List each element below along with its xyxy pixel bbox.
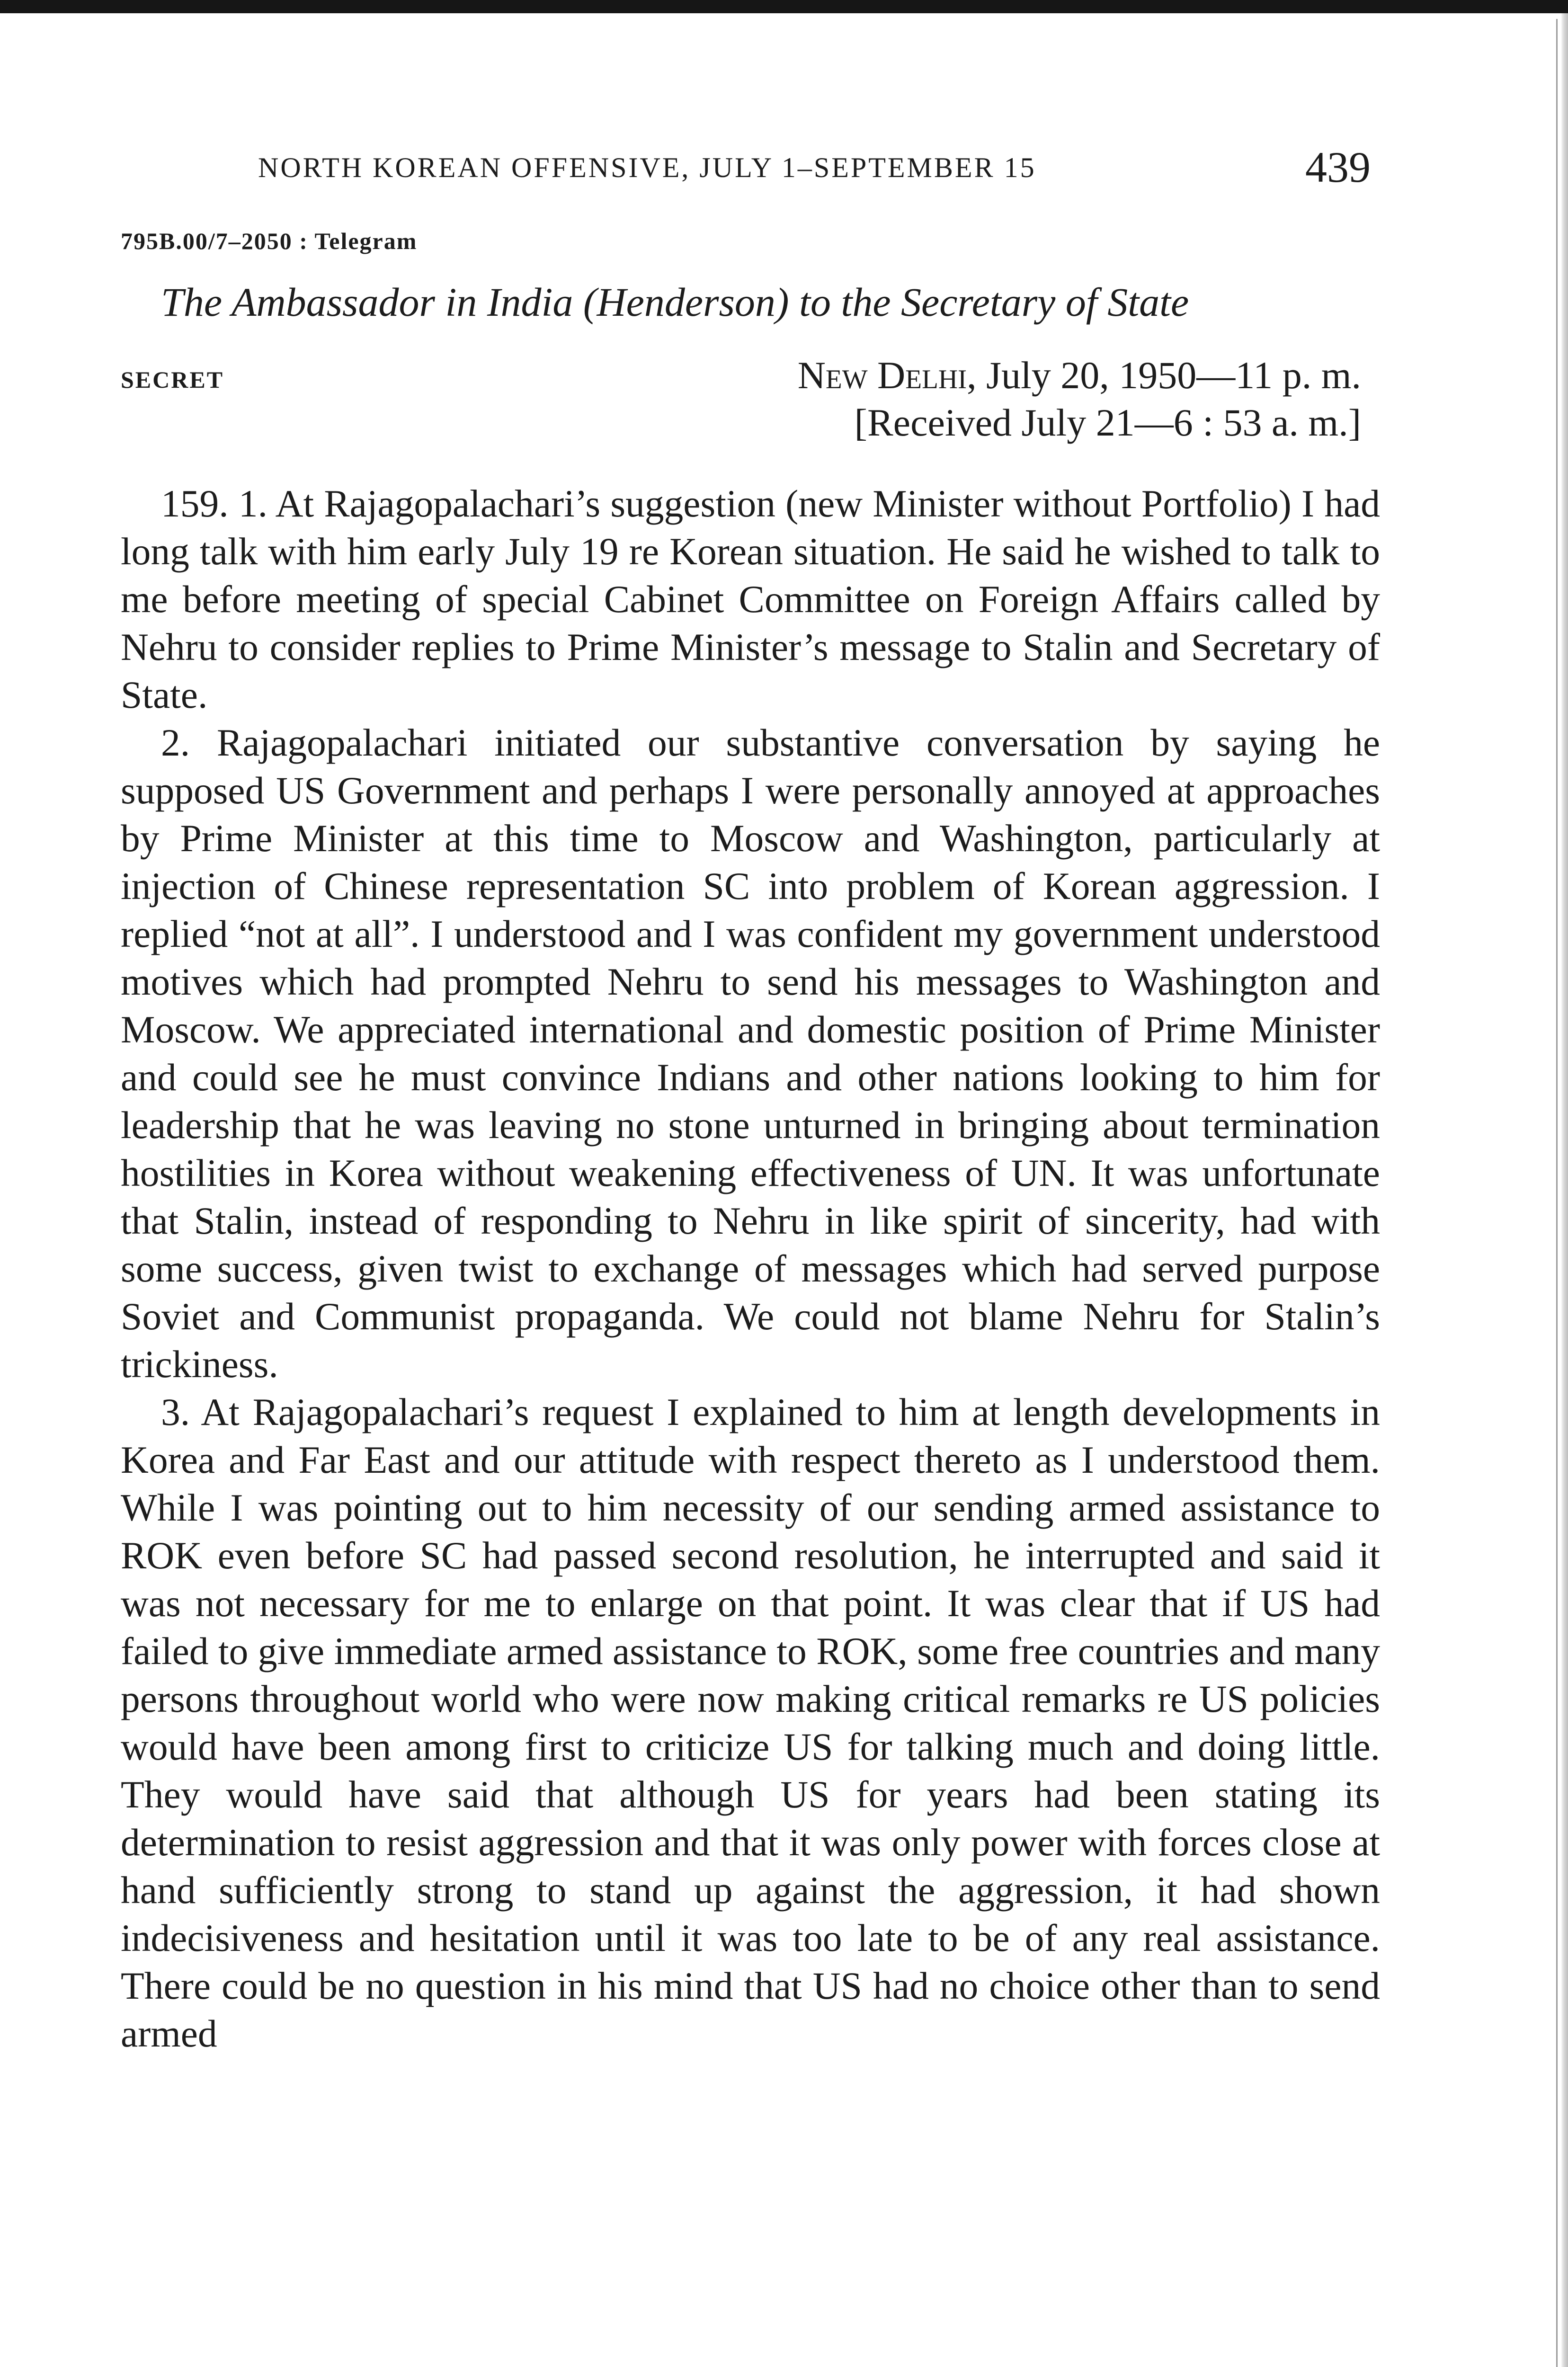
running-head (121, 142, 1380, 194)
classification-label: SECRET (121, 366, 224, 393)
received-line: [Received July 21—6 : 53 a. m.] (854, 401, 1361, 444)
paragraph-2: 2. Rajagopalachari initiated our substantive conversation by saying he supposed US Government and perhaps I were personally annoyed at approaches by Prime Minister at this time to Moscow and Washington, particularly at injection of Chinese representation SC into problem of Korean aggression. I replied “not at all”. I understood and I was confident my government understood motives which had prompted Nehru to send his messages to Washington and Moscow. We appreciated international and domestic position of Prime Minister and could see he must convince Indians and other nations looking to him for leadership that he was leaving no stone unturned in bringing about termination hostilities in Korea without weakening effectiveness of UN. It was unfortunate that Stalin, instead of responding to Nehru in like spirit of sincerity, had with some success, given twist to exchange of messages which had served purpose Soviet and Communist propaganda. We could not blame Nehru for Stalin’s trickiness. (121, 721, 1380, 1386)
dateline (798, 352, 1361, 399)
running-head-title: NORTH KOREAN OFFENSIVE, JULY 1–SEPTEMBER 15 (258, 152, 1036, 183)
page-edge-line (1556, 19, 1558, 2367)
telegram-header (121, 352, 1380, 475)
page-number: 439 (1305, 143, 1371, 191)
dateline-date: , July 20, 1950—11 p. m. (967, 354, 1361, 397)
telegram-body (121, 480, 1380, 2057)
page-top-rule (0, 0, 1568, 13)
page-right-edge (1561, 13, 1568, 2367)
paragraph-3: 3. At Rajagopalachari’s request I explained to him at length developments in Korea and Far East and our attitude with respect thereto as I understood them. While I was pointing out to him necessity of our sending armed assistance to ROK even before SC had passed second resolution, he interrupted and said it was not necessary for me to enlarge on that point. It was clear that if US had failed to give immediate armed assistance to ROK, some free countries and many persons throughout world who were now making critical remarks re US policies would have been among first to criticize US for talking much and doing little. They would have said that although US for years had been stating its determination to resist aggression and that it was only power with forces close at hand sufficiently strong to stand up against the aggression, it had shown indecisiveness and hesitation until it was too late to be of any real assistance. There could be no question in his mind that US had no choice other than to send armed (121, 1390, 1380, 2055)
paragraph-1: 159. 1. At Rajagopalachari’s suggestion (new Minister without Portfolio) I had long talk with him early July 19 re Korean situation. He said he wished to talk to me before meeting of special Cabinet Committee on Foreign Affairs called by Nehru to consider replies to Prime Minister’s message to Stalin and Secretary of State. (121, 482, 1380, 716)
dateline-place: New Delhi (797, 354, 967, 397)
document-title: The Ambassador in India (Henderson) to the Secretary of State (161, 279, 1189, 325)
file-reference: 795B.00/7–2050 : Telegram (121, 228, 418, 254)
document-page (121, 142, 1380, 2057)
